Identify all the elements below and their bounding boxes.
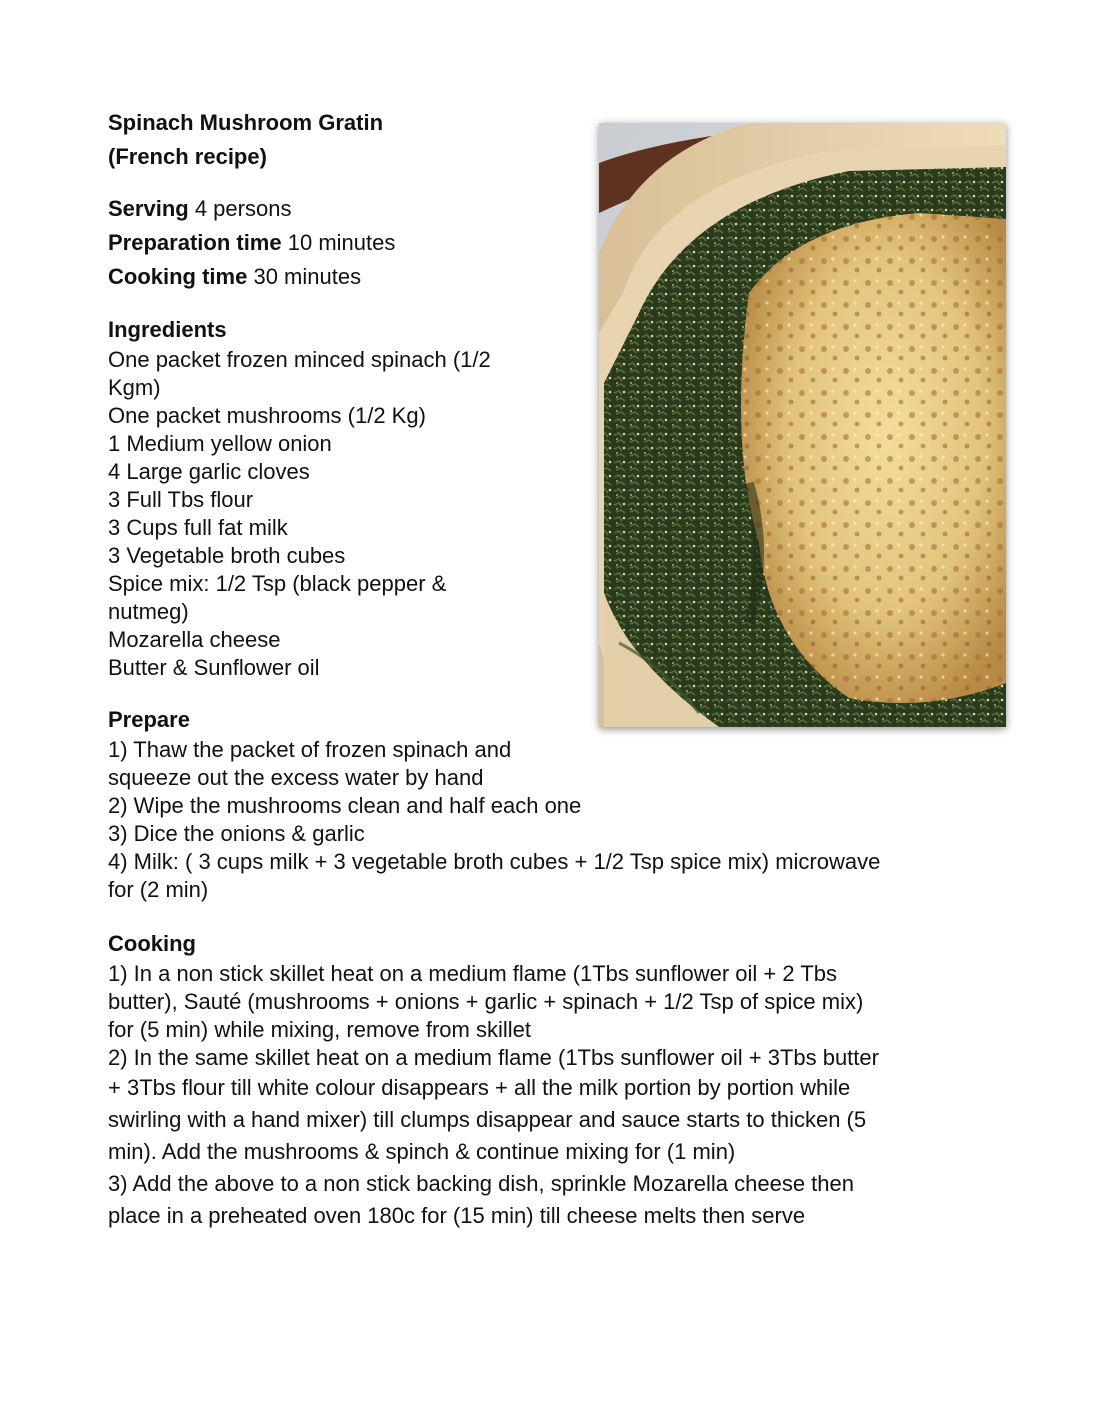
- cooking-line: butter), Sauté (mushrooms + onions + garlic + spinach + 1/2 Tsp of spice mix): [108, 989, 864, 1014]
- recipe-meta: [108, 192, 578, 294]
- gratin-photo: [599, 123, 1006, 727]
- ingredient-line: Spice mix: 1/2 Tsp (black pepper &: [108, 571, 447, 596]
- cooking-line: for (5 min) while mixing, remove from skillet: [108, 1017, 531, 1042]
- preparation-time-label: Preparation time: [108, 230, 282, 255]
- ingredient-line: 3 Full Tbs flour: [108, 487, 254, 512]
- ingredients-heading: Ingredients: [108, 317, 227, 342]
- serving-value: 4 persons: [194, 196, 292, 221]
- gratin-illustration: [599, 123, 1006, 727]
- serving-row: [108, 192, 578, 226]
- cooking-line: 2) In the same skillet heat on a medium flame (1Tbs sunflower oil + 3Tbs butter: [108, 1045, 879, 1070]
- ingredient-line: One packet frozen minced spinach (1/2: [108, 347, 491, 372]
- ingredient-line: 3 Cups full fat milk: [108, 515, 288, 540]
- prepare-line: for (2 min): [108, 877, 209, 902]
- cooking-line: 1) In a non stick skillet heat on a medium flame (1Tbs sunflower oil + 2 Tbs: [108, 961, 837, 986]
- prepare-line: 2) Wipe the mushrooms clean and half each one: [108, 793, 582, 818]
- cooking-line: swirling with a hand mixer) till clumps disappear and sauce starts to thicken (5: [108, 1107, 867, 1132]
- cooking-time-row: [108, 260, 578, 294]
- ingredient-line: 4 Large garlic cloves: [108, 459, 310, 484]
- ingredient-line: Mozarella cheese: [108, 627, 281, 652]
- ingredient-line: One packet mushrooms (1/2 Kg): [108, 403, 426, 428]
- cooking-time-value: 30 minutes: [253, 264, 362, 289]
- preparation-time-value: 10 minutes: [287, 230, 396, 255]
- cooking-line: + 3Tbs flour till white colour disappears + all the milk portion by portion while: [108, 1075, 851, 1100]
- recipe-title: [108, 106, 568, 174]
- cooking-section: [108, 928, 988, 1232]
- ingredient-line: 1 Medium yellow onion: [108, 431, 332, 456]
- ingredient-line: Kgm): [108, 375, 161, 400]
- cooking-heading: Cooking: [108, 931, 196, 956]
- prepare-section: [108, 704, 988, 904]
- preparation-time-row: [108, 226, 578, 260]
- prepare-line: 1) Thaw the packet of frozen spinach and: [108, 737, 512, 762]
- title-line-2: (French recipe): [108, 144, 267, 169]
- prepare-heading: Prepare: [108, 707, 190, 732]
- ingredients-section: [108, 314, 568, 682]
- ingredient-line: nutmeg): [108, 599, 189, 624]
- cooking-time-label: Cooking time: [108, 264, 248, 289]
- serving-label: Serving: [108, 196, 189, 221]
- ingredient-line: Butter & Sunflower oil: [108, 655, 320, 680]
- cooking-line: min). Add the mushrooms & spinch & continue mixing for (1 min): [108, 1139, 736, 1164]
- title-line-1: Spinach Mushroom Gratin: [108, 110, 384, 135]
- prepare-line: 3) Dice the onions & garlic: [108, 821, 365, 846]
- cooking-line: 3) Add the above to a non stick backing dish, sprinkle Mozarella cheese then: [108, 1171, 855, 1196]
- ingredient-line: 3 Vegetable broth cubes: [108, 543, 346, 568]
- prepare-line: squeeze out the excess water by hand: [108, 765, 484, 790]
- cooking-line: place in a preheated oven 180c for (15 min) till cheese melts then serve: [108, 1203, 806, 1228]
- prepare-line: 4) Milk: ( 3 cups milk + 3 vegetable broth cubes + 1/2 Tsp spice mix) microwave: [108, 849, 881, 874]
